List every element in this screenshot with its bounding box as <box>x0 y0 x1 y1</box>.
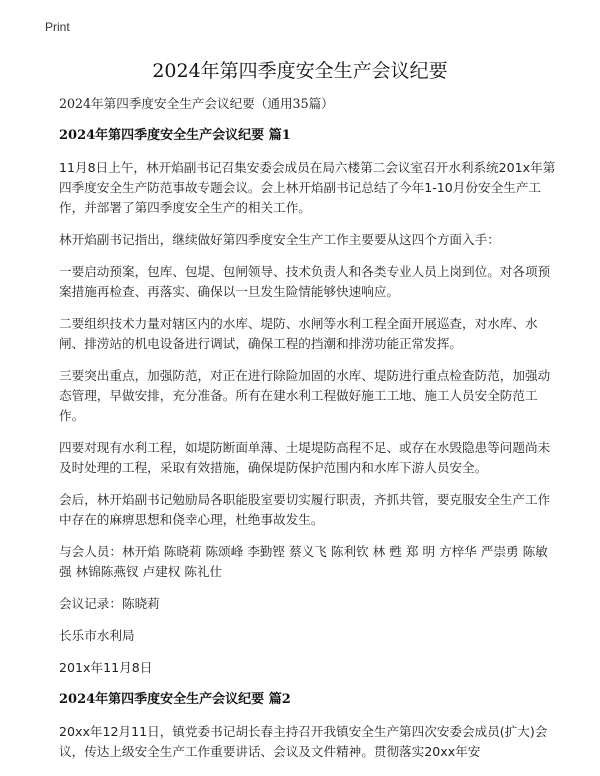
paragraph: 二要组织技术力量对辖区内的水库、堤防、水闸等水利工程全面开展巡查，对水库、水闸、排涝站的机电设备进行调试，确保工程的挡潮和排涝功能正常发挥。 <box>59 316 538 351</box>
document-subtitle: 2024年第四季度安全生产会议纪要（通用35篇） <box>59 96 334 111</box>
section-heading-1: 2024年第四季度安全生产会议纪要 篇1 <box>59 128 291 143</box>
paragraph: 20xx年12月11日，镇党委书记胡长春主持召开我镇安全生产第四次安委会成员(扩大)会议，传达上级安全生产工作重要讲话、会议及文件精神。贯彻落实20xx年安 <box>59 724 548 759</box>
recorder: 会议记录：陈晓莉 <box>59 596 160 611</box>
document-body <box>59 94 559 774</box>
date: 201x年11月8日 <box>59 660 153 675</box>
paragraph: 三要突出重点，加强防范，对正在进行除险加固的水库、堤防进行重点检查防范，加强动态管理，早做安排，充分准备。所有在建水利工程做好施工工地、施工人员安全防范工作。 <box>59 368 551 423</box>
attendees: 与会人员：林开焰 陈晓莉 陈颂峰 李勤铿 蔡义飞 陈利钦 林 甦 郑 明 方梓华 严崇勇 陈敏强 林锦陈燕钗 卢建权 陈礼仕 <box>59 544 548 579</box>
print-link[interactable]: Print <box>45 20 70 34</box>
paragraph: 11月8日上午，林开焰副书记召集安委会成员在局六楼第二会议室召开水利系统201x年第四季度安全生产防范事故专题会议。会上林开焰副书记总结了今年1-10月份安全生产工作，并部署了第四季度安全生产的相关工作。 <box>59 160 556 215</box>
paragraph: 会后，林开焰副书记勉励局各职能股室要切实履行职责，齐抓共管，要克服安全生产工作中存在的麻痹思想和侥幸心理，杜绝事故发生。 <box>59 492 551 527</box>
organization: 长乐市水利局 <box>59 628 135 643</box>
section-heading-2: 2024年第四季度安全生产会议纪要 篇2 <box>59 692 291 707</box>
paragraph: 林开焰副书记指出，继续做好第四季度安全生产工作主要要从这四个方面入手： <box>59 232 500 247</box>
paragraph: 一要启动预案，包库、包堤、包闸领导、技术负责人和各类专业人员上岗到位。对各项预案措施再检查、再落实、确保以一旦发生险情能够快速响应。 <box>59 264 551 299</box>
paragraph: 四要对现有水利工程，如堤防断面单薄、土堤堤防高程不足、或存在水毁隐患等问题尚未及时处理的工程，采取有效措施，确保堤防保护范围内和水库下游人员安全。 <box>59 440 551 475</box>
page-title: 2024年第四季度安全生产会议纪要 <box>152 60 448 82</box>
